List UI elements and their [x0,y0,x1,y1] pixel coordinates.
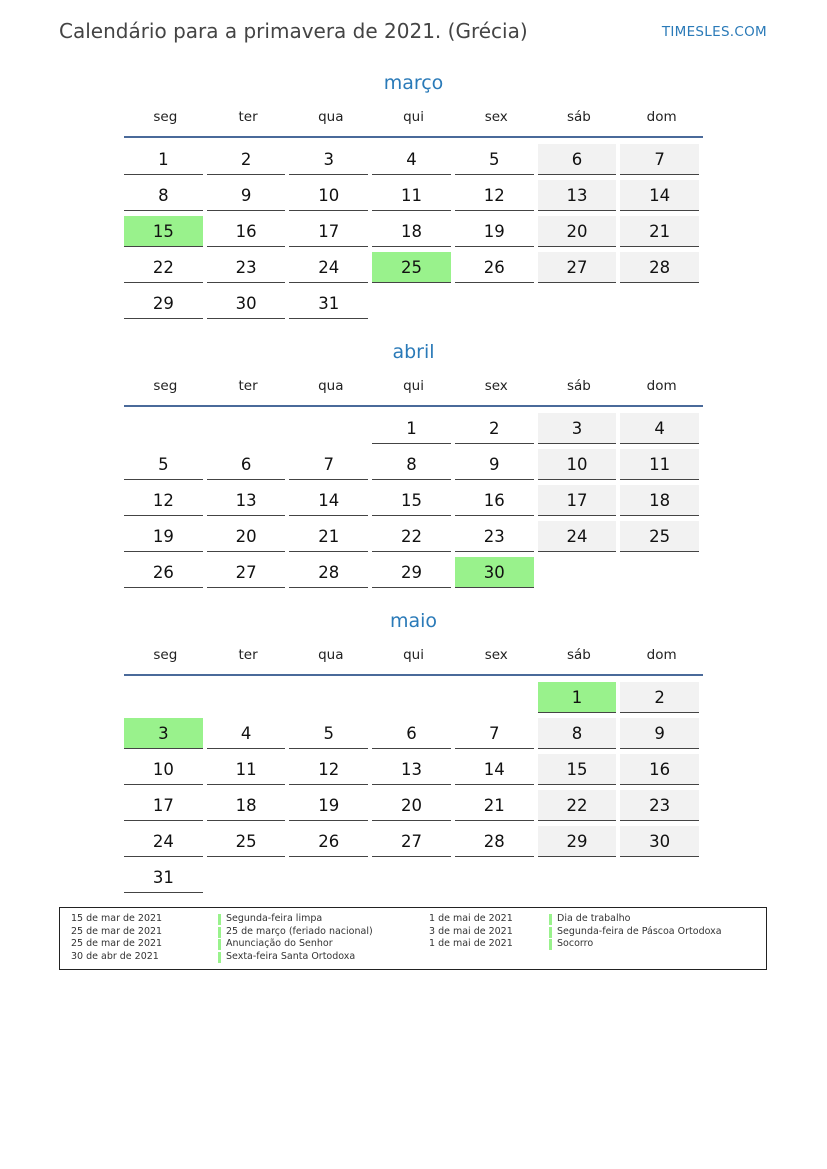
day-cell [372,752,455,788]
day-number: 13 [207,485,286,516]
empty-cell [289,860,372,896]
weekday-label: dom [646,108,677,125]
day-number: 4 [372,144,451,175]
legend-holiday-name: Dia de trabalho [557,913,631,924]
day-number: 23 [207,252,286,283]
weekday-label: qua [318,377,344,394]
empty-day [207,682,286,712]
day-number: 25 [620,521,699,552]
day-cell [207,286,290,322]
day-cell [455,519,538,555]
day-number: 23 [455,521,534,552]
day-number: 9 [455,449,534,480]
empty-day [207,862,286,892]
day-cell [124,250,207,286]
day-cell [124,788,207,824]
legend-color-marker [549,927,552,938]
day-cell [455,214,538,250]
day-cell [372,214,455,250]
day-number: 15 [538,754,617,785]
empty-day [372,288,451,318]
day-cell [207,788,290,824]
day-number: 27 [207,557,286,588]
week-row [124,483,703,519]
empty-cell [207,680,290,716]
empty-cell [620,286,703,322]
day-cell [372,447,455,483]
day-number: 19 [124,521,203,552]
empty-day [620,557,699,587]
week-row [124,447,703,483]
day-number: 26 [289,826,368,857]
day-number: 29 [538,826,617,857]
week-row [124,716,703,752]
empty-cell [289,411,372,447]
weekday-label: sáb [567,108,591,125]
month-block [124,606,703,896]
day-number: 7 [289,449,368,480]
weekday-header [124,367,703,407]
day-number: 5 [124,449,203,480]
day-number: 17 [289,216,368,247]
day-number: 26 [124,557,203,588]
weekend-day-cell [538,178,621,214]
day-number: 25 [372,252,451,283]
month-block [124,337,703,591]
day-number: 2 [207,144,286,175]
day-number: 18 [372,216,451,247]
day-number: 15 [124,216,203,247]
day-number: 24 [124,826,203,857]
day-number: 29 [124,288,203,319]
day-cell [207,824,290,860]
weekend-day-cell [620,752,703,788]
empty-cell [372,680,455,716]
empty-cell [207,860,290,896]
day-cell [455,824,538,860]
day-number: 10 [538,449,617,480]
empty-day [124,682,203,712]
legend-color-marker [218,952,221,963]
day-number: 3 [538,413,617,444]
day-number: 20 [207,521,286,552]
day-cell [207,555,290,591]
day-number: 28 [289,557,368,588]
day-number: 30 [455,557,534,588]
weekday-label: ter [238,108,258,125]
day-cell [455,411,538,447]
day-cell [289,788,372,824]
empty-day [455,288,534,318]
weekday-label: dom [646,377,677,394]
day-cell [124,483,207,519]
weekend-day-cell [538,483,621,519]
holiday-day-cell [538,680,621,716]
weekday-label: seg [153,377,178,394]
week-row [124,250,703,286]
weekday-header [124,98,703,138]
week-row [124,860,703,896]
day-cell [289,142,372,178]
day-cell [124,286,207,322]
holiday-day-cell [124,716,207,752]
day-cell [207,142,290,178]
weekend-day-cell [538,716,621,752]
legend-color-marker [218,914,221,925]
legend-date: 25 de mar de 2021 [71,925,163,937]
legend-date: 15 de mar de 2021 [71,913,163,924]
day-number: 10 [124,754,203,785]
day-number: 22 [538,790,617,821]
day-number: 13 [372,754,451,785]
day-cell [124,142,207,178]
day-cell [372,824,455,860]
day-number: 24 [538,521,617,552]
day-number: 25 [207,826,286,857]
empty-day [289,862,368,892]
day-cell [372,716,455,752]
day-number: 12 [455,180,534,211]
week-row [124,788,703,824]
month-block [124,68,703,322]
empty-cell [124,680,207,716]
day-number: 7 [620,144,699,175]
empty-cell [455,680,538,716]
day-number: 12 [124,485,203,516]
day-number: 3 [289,144,368,175]
day-number: 28 [620,252,699,283]
day-number: 30 [620,826,699,857]
weekday-label: seg [153,646,178,663]
day-number: 31 [124,862,203,893]
day-cell [455,752,538,788]
legend-holiday-name: 25 de março (feriado nacional) [226,925,373,937]
day-cell [124,555,207,591]
weekend-day-cell [620,250,703,286]
weekend-day-cell [538,752,621,788]
day-number: 11 [372,180,451,211]
empty-day [372,682,451,712]
day-number: 20 [372,790,451,821]
weekend-day-cell [620,447,703,483]
day-number: 11 [620,449,699,480]
day-cell [207,519,290,555]
week-row [124,555,703,591]
weekend-day-cell [620,716,703,752]
weekend-day-cell [538,250,621,286]
empty-cell [620,860,703,896]
weekend-day-cell [538,411,621,447]
day-cell [124,519,207,555]
day-number: 29 [372,557,451,588]
empty-cell [620,555,703,591]
day-number: 13 [538,180,617,211]
week-row [124,178,703,214]
weekday-label: dom [646,646,677,663]
empty-day [289,413,368,443]
day-number: 7 [455,718,534,749]
day-number: 4 [207,718,286,749]
day-number: 16 [620,754,699,785]
day-cell [372,519,455,555]
week-row [124,680,703,716]
month-name: março [383,72,444,94]
day-cell [289,483,372,519]
empty-cell [538,286,621,322]
empty-cell [538,555,621,591]
weekend-day-cell [620,214,703,250]
day-cell [289,286,372,322]
legend-color-marker [218,927,221,938]
weekend-day-cell [538,142,621,178]
legend-date: 3 de mai de 2021 [429,925,513,937]
holiday-day-cell [124,214,207,250]
empty-day [289,682,368,712]
weekend-day-cell [538,214,621,250]
day-number: 3 [124,718,203,749]
day-cell [289,519,372,555]
day-cell [207,752,290,788]
empty-cell [372,860,455,896]
legend-holiday-name: Sexta-feira Santa Ortodoxa [226,951,356,963]
week-row [124,286,703,322]
week-row [124,142,703,178]
week-row [124,411,703,447]
day-number: 6 [538,144,617,175]
empty-cell [538,860,621,896]
day-cell [455,788,538,824]
day-number: 16 [455,485,534,516]
day-cell [372,483,455,519]
legend-date: 25 de mar de 2021 [71,938,163,950]
day-cell [124,178,207,214]
day-number: 27 [538,252,617,283]
day-number: 16 [207,216,286,247]
weekday-label: sáb [567,377,591,394]
day-cell [372,788,455,824]
empty-day [207,413,286,443]
weekend-day-cell [620,680,703,716]
weekday-label: sex [484,377,508,394]
day-cell [207,250,290,286]
weekend-day-cell [620,142,703,178]
day-cell [207,483,290,519]
day-number: 14 [455,754,534,785]
day-cell [124,824,207,860]
day-number: 15 [372,485,451,516]
day-cell [372,142,455,178]
legend-color-marker [218,939,221,950]
day-number: 8 [538,718,617,749]
empty-day [455,682,534,712]
weekday-label: qua [318,646,344,663]
empty-cell [372,286,455,322]
day-number: 5 [289,718,368,749]
day-cell [455,447,538,483]
weekend-day-cell [538,824,621,860]
weekend-day-cell [538,447,621,483]
page-title: Calendário para a primavera de 2021. (Grécia) [59,19,528,43]
day-cell [455,142,538,178]
empty-day [620,862,699,892]
weekend-day-cell [538,519,621,555]
day-number: 17 [538,485,617,516]
day-number: 8 [124,180,203,211]
weekday-label: ter [238,646,258,663]
day-number: 30 [207,288,286,319]
empty-cell [289,680,372,716]
legend-color-marker [549,914,552,925]
day-cell [372,178,455,214]
day-number: 14 [620,180,699,211]
day-cell [289,824,372,860]
empty-day [455,862,534,892]
day-number: 18 [207,790,286,821]
day-number: 18 [620,485,699,516]
day-number: 20 [538,216,617,247]
day-number: 23 [620,790,699,821]
day-cell [207,716,290,752]
day-cell [289,250,372,286]
day-cell [207,178,290,214]
day-number: 1 [538,682,617,713]
weekend-day-cell [620,483,703,519]
weekday-label: sex [484,646,508,663]
day-number: 14 [289,485,368,516]
week-row [124,824,703,860]
legend-date: 30 de abr de 2021 [71,951,159,963]
empty-cell [124,411,207,447]
day-number: 9 [207,180,286,211]
day-cell [124,860,207,896]
day-cell [207,447,290,483]
weekend-day-cell [620,788,703,824]
empty-day [372,862,451,892]
day-number: 6 [207,449,286,480]
week-row [124,214,703,250]
legend-holiday-name: Anunciação do Senhor [226,938,333,950]
day-number: 28 [455,826,534,857]
empty-day [620,288,699,318]
day-number: 8 [372,449,451,480]
day-cell [289,752,372,788]
day-number: 26 [455,252,534,283]
day-number: 19 [289,790,368,821]
empty-day [538,557,617,587]
day-number: 21 [455,790,534,821]
empty-cell [455,860,538,896]
legend-holiday-name: Socorro [557,938,594,950]
weekday-label: seg [153,108,178,125]
day-number: 17 [124,790,203,821]
week-row [124,752,703,788]
day-number: 6 [372,718,451,749]
holiday-legend [59,907,767,970]
day-cell [455,483,538,519]
day-cell [289,716,372,752]
legend-date: 1 de mai de 2021 [429,913,513,924]
weekday-label: ter [238,377,258,394]
day-cell [289,447,372,483]
day-number: 11 [207,754,286,785]
day-number: 21 [620,216,699,247]
day-number: 22 [124,252,203,283]
day-cell [289,214,372,250]
day-number: 22 [372,521,451,552]
day-cell [455,716,538,752]
weekday-label: qui [403,646,424,663]
legend-color-marker [549,939,552,950]
weekday-label: sex [484,108,508,125]
day-cell [372,555,455,591]
month-name: abril [392,341,435,363]
week-row [124,519,703,555]
day-cell [455,250,538,286]
day-number: 9 [620,718,699,749]
empty-day [538,288,617,318]
day-number: 1 [372,413,451,444]
day-number: 21 [289,521,368,552]
empty-cell [455,286,538,322]
day-number: 1 [124,144,203,175]
day-number: 5 [455,144,534,175]
day-number: 4 [620,413,699,444]
weekday-header [124,636,703,676]
holiday-day-cell [372,250,455,286]
day-cell [372,411,455,447]
weekday-label: qua [318,108,344,125]
empty-day [124,413,203,443]
weekend-day-cell [620,519,703,555]
weekday-label: qui [403,108,424,125]
legend-holiday-name: Segunda-feira de Páscoa Ortodoxa [557,925,722,937]
empty-day [538,862,617,892]
weekend-day-cell [620,824,703,860]
weekend-day-cell [620,411,703,447]
legend-date: 1 de mai de 2021 [429,938,513,950]
day-cell [124,447,207,483]
brand-link[interactable]: TIMESLES.COM [661,24,767,40]
day-cell [124,752,207,788]
month-name: maio [389,610,438,632]
holiday-day-cell [455,555,538,591]
weekend-day-cell [538,788,621,824]
day-number: 31 [289,288,368,319]
weekday-label: qui [403,377,424,394]
day-cell [289,555,372,591]
day-number: 2 [455,413,534,444]
day-number: 19 [455,216,534,247]
day-cell [207,214,290,250]
weekend-day-cell [620,178,703,214]
day-number: 24 [289,252,368,283]
day-number: 27 [372,826,451,857]
weekday-label: sáb [567,646,591,663]
day-number: 10 [289,180,368,211]
empty-cell [207,411,290,447]
day-cell [455,178,538,214]
day-number: 12 [289,754,368,785]
day-number: 2 [620,682,699,713]
legend-holiday-name: Segunda-feira limpa [226,913,323,924]
day-cell [289,178,372,214]
